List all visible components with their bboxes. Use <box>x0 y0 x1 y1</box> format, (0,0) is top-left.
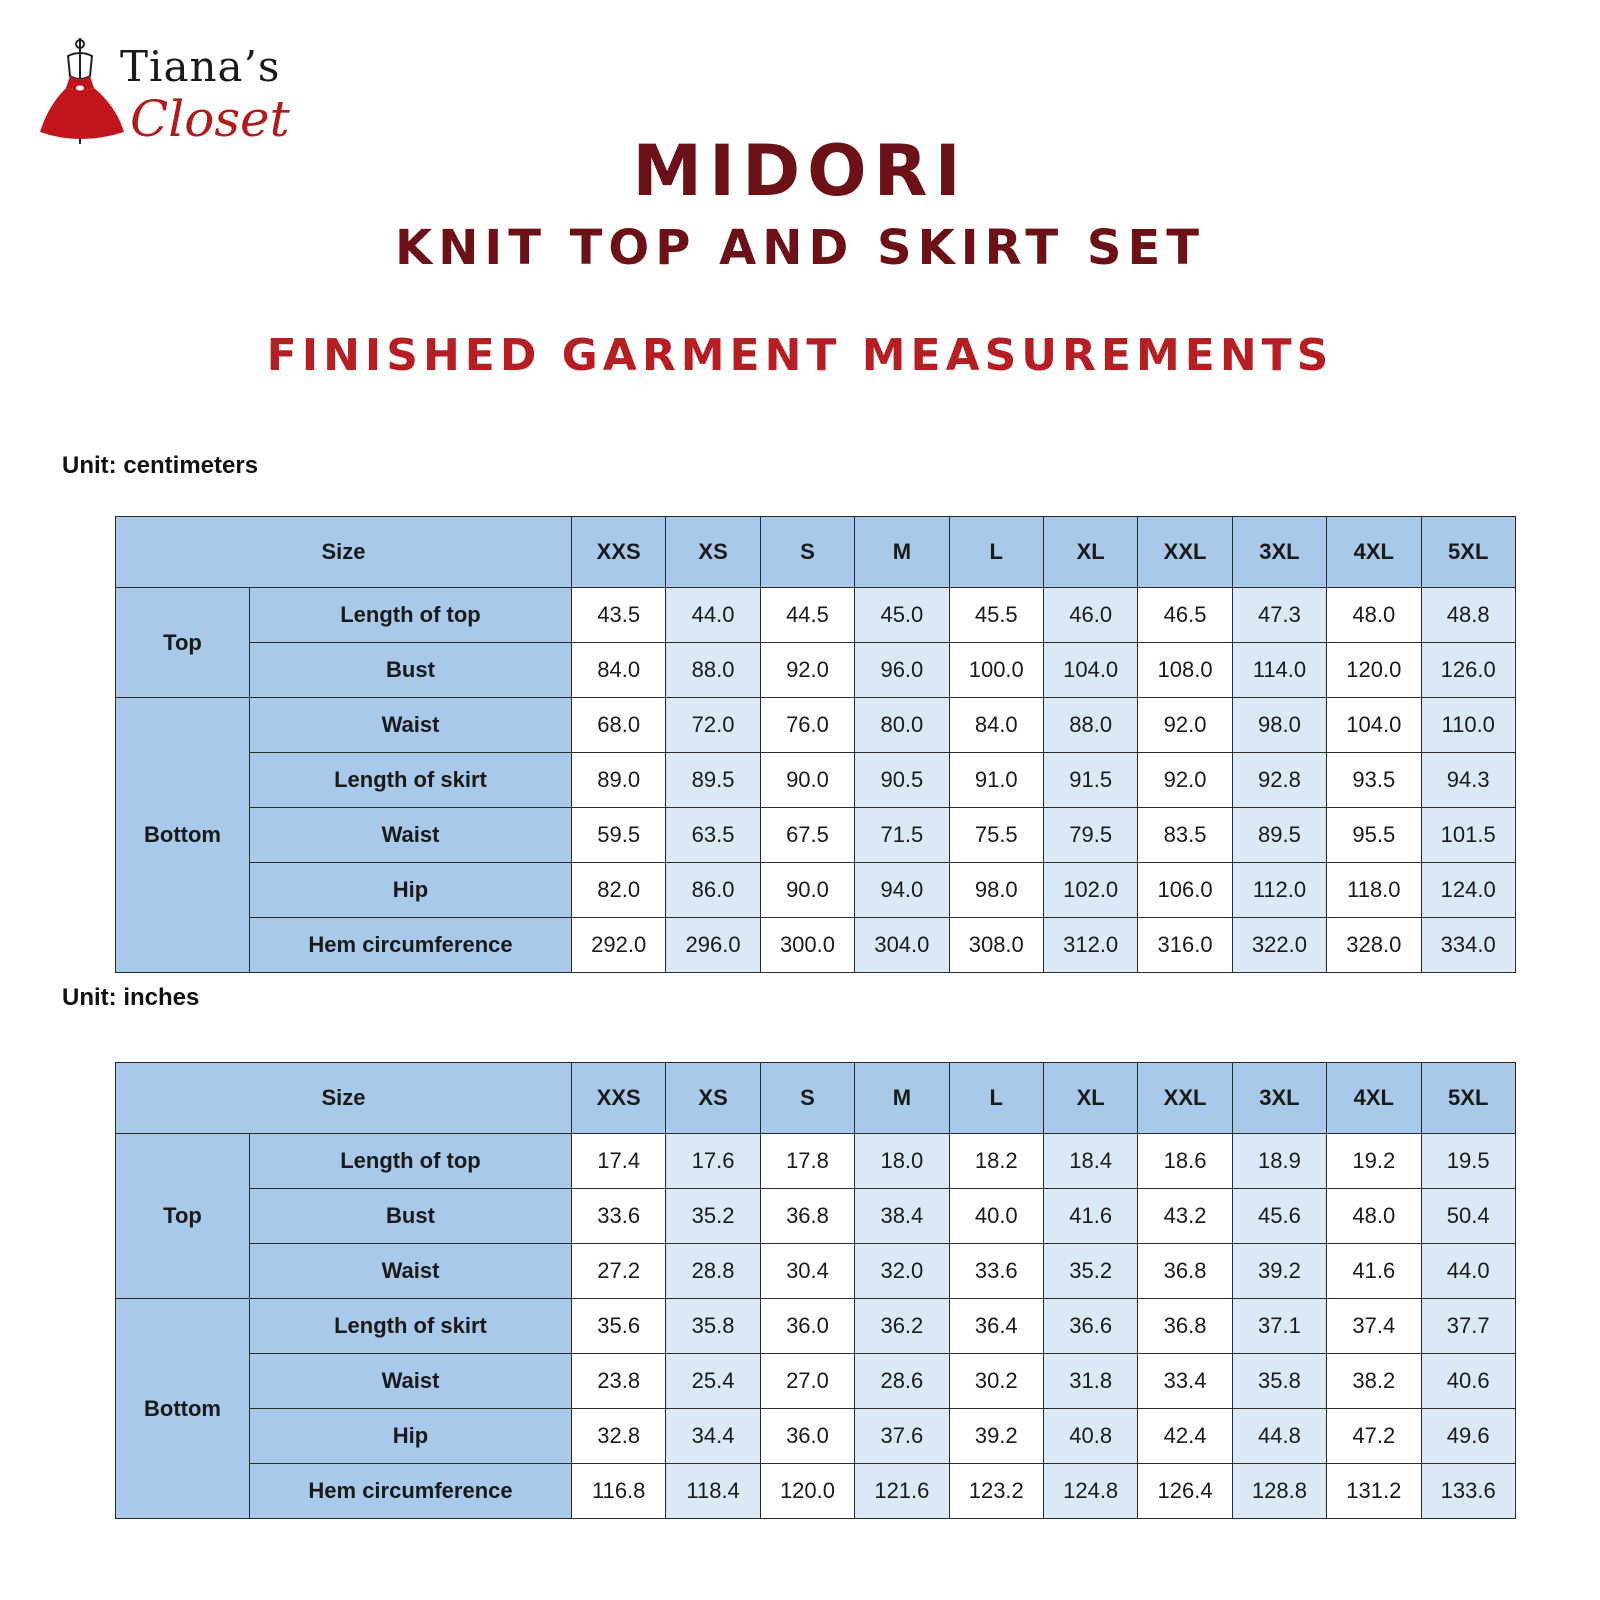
measurement-value: 90.0 <box>760 863 854 918</box>
group-label: Top <box>116 588 250 698</box>
measurement-value: 40.6 <box>1421 1354 1515 1409</box>
measurement-label: Bust <box>250 1189 572 1244</box>
size-column-header: XXS <box>572 1063 666 1134</box>
size-column-header: 3XL <box>1232 1063 1326 1134</box>
size-column-header: 5XL <box>1421 517 1515 588</box>
table-row <box>116 863 1516 918</box>
size-column-header: XL <box>1043 1063 1137 1134</box>
measurement-value: 95.5 <box>1327 808 1421 863</box>
measurement-label: Waist <box>250 698 572 753</box>
measurement-value: 102.0 <box>1043 863 1137 918</box>
measurement-value: 36.8 <box>1138 1299 1232 1354</box>
measurement-label: Bust <box>250 643 572 698</box>
measurement-value: 120.0 <box>760 1464 854 1519</box>
size-column-header: XXS <box>572 517 666 588</box>
table-row <box>116 643 1516 698</box>
measurement-value: 17.4 <box>572 1134 666 1189</box>
table-row <box>116 1464 1516 1519</box>
size-column-header: M <box>855 1063 949 1134</box>
measurement-value: 40.8 <box>1043 1409 1137 1464</box>
measurement-value: 30.4 <box>760 1244 854 1299</box>
measurement-value: 76.0 <box>760 698 854 753</box>
unit-label-inches: Unit: inches <box>62 984 200 1011</box>
table-row <box>116 1134 1516 1189</box>
measurement-value: 18.0 <box>855 1134 949 1189</box>
measurement-label: Hem circumference <box>250 1464 572 1519</box>
measurement-value: 27.0 <box>760 1354 854 1409</box>
size-column-header: XS <box>666 517 760 588</box>
measurement-value: 18.2 <box>949 1134 1043 1189</box>
size-header: Size <box>116 1063 572 1134</box>
measurement-label: Waist <box>250 1244 572 1299</box>
measurement-value: 94.0 <box>855 863 949 918</box>
measurement-value: 47.2 <box>1327 1409 1421 1464</box>
measurement-value: 49.6 <box>1421 1409 1515 1464</box>
measurement-value: 36.8 <box>1138 1244 1232 1299</box>
measurement-value: 44.0 <box>666 588 760 643</box>
measurement-value: 101.5 <box>1421 808 1515 863</box>
brand-name-line2: Closet <box>130 90 290 148</box>
measurement-value: 90.0 <box>760 753 854 808</box>
group-label: Bottom <box>116 1299 250 1519</box>
measurement-value: 100.0 <box>949 643 1043 698</box>
page-subtitle: KNIT TOP AND SKIRT SET <box>395 220 1205 276</box>
measurement-value: 36.8 <box>760 1189 854 1244</box>
measurement-value: 92.8 <box>1232 753 1326 808</box>
measurement-value: 36.4 <box>949 1299 1043 1354</box>
measurement-value: 59.5 <box>572 808 666 863</box>
measurement-value: 83.5 <box>1138 808 1232 863</box>
measurement-value: 36.2 <box>855 1299 949 1354</box>
measurement-value: 79.5 <box>1043 808 1137 863</box>
measurement-value: 89.5 <box>1232 808 1326 863</box>
measurement-value: 92.0 <box>1138 753 1232 808</box>
measurement-value: 68.0 <box>572 698 666 753</box>
measurement-value: 40.0 <box>949 1189 1043 1244</box>
measurement-value: 106.0 <box>1138 863 1232 918</box>
size-column-header: L <box>949 517 1043 588</box>
size-column-header: XXL <box>1138 517 1232 588</box>
table-row <box>116 918 1516 973</box>
measurement-value: 28.6 <box>855 1354 949 1409</box>
measurement-value: 39.2 <box>1232 1244 1326 1299</box>
measurement-value: 72.0 <box>666 698 760 753</box>
measurement-label: Length of skirt <box>250 1299 572 1354</box>
measurement-value: 35.8 <box>666 1299 760 1354</box>
table-row <box>116 1299 1516 1354</box>
measurement-value: 38.4 <box>855 1189 949 1244</box>
measurement-value: 292.0 <box>572 918 666 973</box>
measurement-value: 88.0 <box>666 643 760 698</box>
measurement-value: 84.0 <box>949 698 1043 753</box>
measurement-value: 121.6 <box>855 1464 949 1519</box>
size-header: Size <box>116 517 572 588</box>
measurement-value: 80.0 <box>855 698 949 753</box>
measurement-value: 37.1 <box>1232 1299 1326 1354</box>
measurement-value: 27.2 <box>572 1244 666 1299</box>
measurement-value: 84.0 <box>572 643 666 698</box>
table-row <box>116 1189 1516 1244</box>
measurement-value: 32.8 <box>572 1409 666 1464</box>
measurement-value: 34.4 <box>666 1409 760 1464</box>
measurement-value: 35.6 <box>572 1299 666 1354</box>
measurement-value: 96.0 <box>855 643 949 698</box>
measurement-value: 126.0 <box>1421 643 1515 698</box>
measurement-value: 124.8 <box>1043 1464 1137 1519</box>
measurement-value: 296.0 <box>666 918 760 973</box>
table-row <box>116 808 1516 863</box>
size-column-header: 4XL <box>1327 1063 1421 1134</box>
measurement-value: 35.2 <box>1043 1244 1137 1299</box>
measurement-value: 91.0 <box>949 753 1043 808</box>
measurement-label: Hip <box>250 1409 572 1464</box>
size-column-header: XL <box>1043 517 1137 588</box>
measurement-value: 71.5 <box>855 808 949 863</box>
measurement-value: 42.4 <box>1138 1409 1232 1464</box>
section-heading: FINISHED GARMENT MEASUREMENTS <box>266 330 1334 381</box>
measurement-value: 90.5 <box>855 753 949 808</box>
measurement-value: 86.0 <box>666 863 760 918</box>
measurement-value: 118.0 <box>1327 863 1421 918</box>
measurement-value: 45.5 <box>949 588 1043 643</box>
size-column-header: L <box>949 1063 1043 1134</box>
measurement-value: 98.0 <box>1232 698 1326 753</box>
measurement-value: 30.2 <box>949 1354 1043 1409</box>
size-column-header: S <box>760 1063 854 1134</box>
measurement-value: 28.8 <box>666 1244 760 1299</box>
table-header-row <box>116 517 1516 588</box>
measurement-value: 92.0 <box>760 643 854 698</box>
group-label: Top <box>116 1134 250 1299</box>
table-row <box>116 1244 1516 1299</box>
measurement-value: 126.4 <box>1138 1464 1232 1519</box>
measurement-value: 114.0 <box>1232 643 1326 698</box>
measurement-value: 48.0 <box>1327 588 1421 643</box>
measurement-value: 91.5 <box>1043 753 1137 808</box>
measurement-value: 43.2 <box>1138 1189 1232 1244</box>
measurement-value: 110.0 <box>1421 698 1515 753</box>
measurement-value: 36.0 <box>760 1299 854 1354</box>
measurement-value: 322.0 <box>1232 918 1326 973</box>
measurement-table-centimeters <box>115 516 1516 973</box>
size-column-header: XS <box>666 1063 760 1134</box>
measurement-value: 37.7 <box>1421 1299 1515 1354</box>
measurement-value: 19.5 <box>1421 1134 1515 1189</box>
measurement-value: 316.0 <box>1138 918 1232 973</box>
measurement-value: 124.0 <box>1421 863 1515 918</box>
measurement-value: 88.0 <box>1043 698 1137 753</box>
measurement-value: 133.6 <box>1421 1464 1515 1519</box>
measurement-value: 36.0 <box>760 1409 854 1464</box>
measurement-value: 47.3 <box>1232 588 1326 643</box>
unit-label-centimeters: Unit: centimeters <box>62 452 259 479</box>
measurement-value: 37.4 <box>1327 1299 1421 1354</box>
measurement-value: 75.5 <box>949 808 1043 863</box>
measurement-value: 300.0 <box>760 918 854 973</box>
measurement-value: 120.0 <box>1327 643 1421 698</box>
measurement-value: 93.5 <box>1327 753 1421 808</box>
measurement-value: 45.0 <box>855 588 949 643</box>
measurement-value: 33.6 <box>949 1244 1043 1299</box>
measurement-label: Hip <box>250 863 572 918</box>
measurement-value: 39.2 <box>949 1409 1043 1464</box>
measurement-label: Waist <box>250 1354 572 1409</box>
measurement-value: 33.6 <box>572 1189 666 1244</box>
measurement-value: 104.0 <box>1043 643 1137 698</box>
measurement-table-inches <box>115 1062 1516 1519</box>
measurement-value: 23.8 <box>572 1354 666 1409</box>
measurement-value: 33.4 <box>1138 1354 1232 1409</box>
table-row <box>116 1409 1516 1464</box>
page-title: MIDORI <box>632 130 968 212</box>
measurement-value: 41.6 <box>1043 1189 1137 1244</box>
measurement-value: 38.2 <box>1327 1354 1421 1409</box>
table-row <box>116 588 1516 643</box>
measurement-value: 98.0 <box>949 863 1043 918</box>
measurement-value: 46.0 <box>1043 588 1137 643</box>
measurement-value: 17.8 <box>760 1134 854 1189</box>
measurement-value: 35.2 <box>666 1189 760 1244</box>
measurement-value: 312.0 <box>1043 918 1137 973</box>
measurement-label: Hem circumference <box>250 918 572 973</box>
size-column-header: M <box>855 517 949 588</box>
brand-name-line1: Tiana’s <box>120 42 281 91</box>
measurement-value: 44.5 <box>760 588 854 643</box>
measurement-value: 108.0 <box>1138 643 1232 698</box>
measurement-value: 112.0 <box>1232 863 1326 918</box>
measurement-value: 48.0 <box>1327 1189 1421 1244</box>
table-header-row <box>116 1063 1516 1134</box>
measurement-value: 104.0 <box>1327 698 1421 753</box>
measurement-value: 304.0 <box>855 918 949 973</box>
measurement-value: 82.0 <box>572 863 666 918</box>
size-column-header: XXL <box>1138 1063 1232 1134</box>
measurement-label: Waist <box>250 808 572 863</box>
measurement-value: 131.2 <box>1327 1464 1421 1519</box>
measurement-label: Length of top <box>250 1134 572 1189</box>
size-column-header: 3XL <box>1232 517 1326 588</box>
measurement-value: 89.0 <box>572 753 666 808</box>
measurement-value: 116.8 <box>572 1464 666 1519</box>
measurement-label: Length of skirt <box>250 753 572 808</box>
measurement-value: 44.0 <box>1421 1244 1515 1299</box>
measurement-value: 92.0 <box>1138 698 1232 753</box>
measurement-value: 50.4 <box>1421 1189 1515 1244</box>
measurement-value: 17.6 <box>666 1134 760 1189</box>
measurement-value: 48.8 <box>1421 588 1515 643</box>
group-label: Bottom <box>116 698 250 973</box>
size-column-header: S <box>760 517 854 588</box>
measurement-value: 25.4 <box>666 1354 760 1409</box>
measurement-value: 67.5 <box>760 808 854 863</box>
measurement-value: 118.4 <box>666 1464 760 1519</box>
measurement-value: 328.0 <box>1327 918 1421 973</box>
measurement-value: 43.5 <box>572 588 666 643</box>
measurement-value: 94.3 <box>1421 753 1515 808</box>
measurement-value: 31.8 <box>1043 1354 1137 1409</box>
measurement-label: Length of top <box>250 588 572 643</box>
measurement-value: 45.6 <box>1232 1189 1326 1244</box>
measurement-value: 41.6 <box>1327 1244 1421 1299</box>
measurement-value: 32.0 <box>855 1244 949 1299</box>
measurement-value: 18.4 <box>1043 1134 1137 1189</box>
table-row <box>116 698 1516 753</box>
measurement-value: 63.5 <box>666 808 760 863</box>
size-column-header: 5XL <box>1421 1063 1515 1134</box>
measurement-value: 128.8 <box>1232 1464 1326 1519</box>
measurement-value: 19.2 <box>1327 1134 1421 1189</box>
measurement-value: 35.8 <box>1232 1354 1326 1409</box>
size-column-header: 4XL <box>1327 517 1421 588</box>
measurement-value: 44.8 <box>1232 1409 1326 1464</box>
measurement-value: 308.0 <box>949 918 1043 973</box>
measurement-value: 46.5 <box>1138 588 1232 643</box>
table-row <box>116 1354 1516 1409</box>
measurement-value: 37.6 <box>855 1409 949 1464</box>
measurement-value: 123.2 <box>949 1464 1043 1519</box>
measurement-value: 89.5 <box>666 753 760 808</box>
table-row <box>116 753 1516 808</box>
measurement-value: 18.9 <box>1232 1134 1326 1189</box>
measurement-value: 36.6 <box>1043 1299 1137 1354</box>
measurement-value: 334.0 <box>1421 918 1515 973</box>
measurement-value: 18.6 <box>1138 1134 1232 1189</box>
